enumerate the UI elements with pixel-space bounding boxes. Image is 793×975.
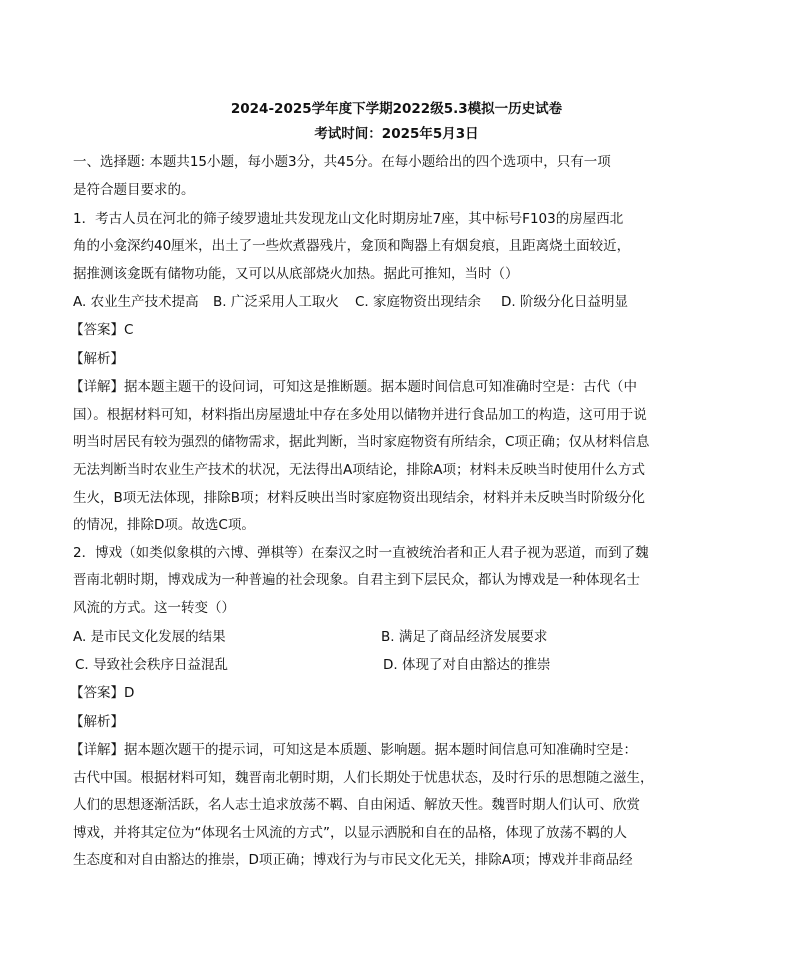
- q1-stem-line-1: 1．考古人员在河北的筛子绫罗遗址共发现龙山文化时期房址7座，其中标号F103的房屋西北: [73, 211, 624, 227]
- q1-option-c: C. 家庭物资出现结余: [355, 294, 482, 310]
- q2-option-c: C. 导致社会秩序日益混乱: [75, 657, 229, 673]
- q2-answer: 【答案】D: [70, 685, 135, 701]
- q2-option-b: B. 满足了商品经济发展要求: [381, 629, 548, 645]
- q2-detail-line-3: 人们的思想逐渐活跃，名人志士追求放荡不羁、自由闲适、解放天性。魏晋时期人们认可、欣赏: [73, 797, 640, 813]
- section-intro-line-2: 是符合题目要求的。: [73, 182, 195, 198]
- exam-title: 2024-2025学年度下学期2022级5.3模拟一历史试卷: [230, 101, 563, 117]
- q2-analysis-label: 【解析】: [70, 714, 124, 730]
- q1-option-a: A. 农业生产技术提高: [73, 294, 199, 310]
- q1-detail-line-5: 生火，B项无法体现，排除B项；材料反映出当时家庭物资出现结余，材料并未反映当时阶级分化: [73, 490, 646, 506]
- q1-detail-line-4: 无法判断当时农业生产技术的状况，无法得出A项结论，排除A项；材料未反映当时使用什么方式: [73, 462, 645, 478]
- exam-time: 考试时间：2025年5月3日: [314, 126, 479, 142]
- q1-detail-line-3: 明当时居民有较为强烈的储物需求，据此判断，当时家庭物资有所结余，C项正确；仅从材料信息: [73, 434, 650, 450]
- q2-detail-line-2: 古代中国。根据材料可知，魏晋南北朝时期，人们长期处于忧患状态，及时行乐的思想随之滋生，: [73, 770, 654, 786]
- q1-option-b: B. 广泛采用人工取火: [213, 294, 339, 310]
- q1-detail-line-2: 国）。根据材料可知，材料指出房屋遗址中存在多处用以储物并进行食品加工的构造，这可用于说: [73, 407, 647, 423]
- q1-detail-line-6: 的情况，排除D项。故选C项。: [73, 517, 255, 533]
- q2-detail-line-1: 【详解】据本题次题干的提示词，可知这是本质题、影响题。据本题时间信息可知准确时空是：: [70, 742, 637, 758]
- section-intro-line-1: 一、选择题: 本题共15小题，每小题3分，共45分。在每小题给出的四个选项中，只有一项: [73, 154, 611, 170]
- q1-detail-line-1: 【详解】据本题主题干的设问词，可知这是推断题。据本题时间信息可知准确时空是：古代（中: [70, 379, 637, 395]
- q1-stem-line-2: 角的小龛深约40厘米，出土了一些炊煮器残片，龛顶和陶器上有烟炱痕，且距离烧土面较近，: [73, 238, 631, 254]
- q2-option-a: A. 是市民文化发展的结果: [73, 629, 226, 645]
- q2-option-d: D. 体现了对自由豁达的推崇: [383, 657, 551, 673]
- q2-detail-line-5: 生态度和对自由豁达的推崇，D项正确；博戏行为与市民文化无关，排除A项；博戏并非商品经: [73, 852, 633, 868]
- q1-answer: 【答案】C: [70, 322, 134, 338]
- q1-analysis-label: 【解析】: [70, 351, 124, 367]
- q2-stem-line-1: 2．博戏（如类似象棋的六博、弹棋等）在秦汉之时一直被统治者和正人君子视为恶道，而到了魏: [73, 545, 649, 561]
- q1-option-d: D. 阶级分化日益明显: [501, 294, 628, 310]
- q2-stem-line-2: 晋南北朝时期，博戏成为一种普遍的社会现象。自君主到下层民众，都认为博戏是一种体现名士: [73, 572, 640, 588]
- q2-stem-line-3: 风流的方式。这一转变（）: [73, 600, 235, 616]
- q1-stem-line-3: 据推测该龛既有储物功能，又可以从底部烧火加热。据此可推知，当时（）: [73, 266, 519, 282]
- q2-detail-line-4: 博戏，并将其定位为“体现名士风流的方式”，以显示洒脱和自在的品格，体现了放荡不羁的人: [73, 825, 627, 841]
